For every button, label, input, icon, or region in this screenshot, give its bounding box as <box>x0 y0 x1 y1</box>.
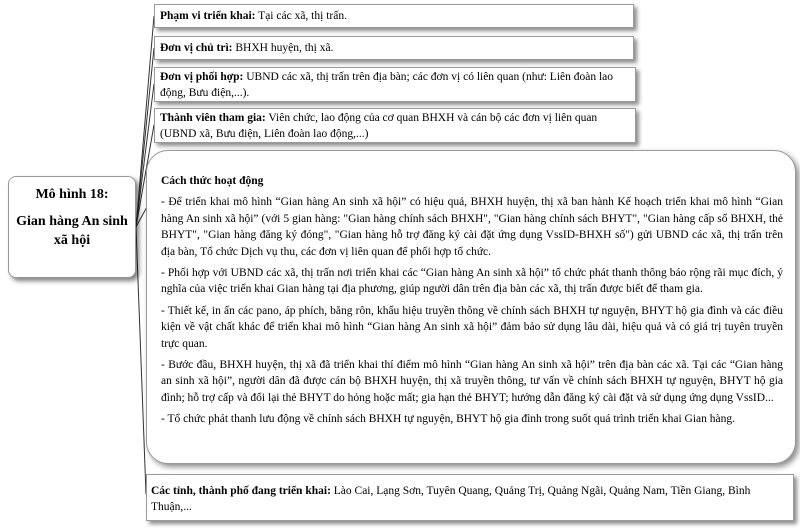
members-text: Viên chức, lao động của cơ quan BHXH và cán bộ các đơn vị liên quan (UBND xã, Bưu điện, Liên đoàn lao động,...) <box>160 112 598 140</box>
method-heading: Cách thức hoạt động <box>161 175 264 187</box>
method-paragraph: - Bước đầu, BHXH huyện, thị xã đã triển khai thí điểm mô hình “Gian hàng An sinh xã hội” trên địa bàn các xã. Tại các “Gian hàng an sinh xã hội”, người dân đã được cán bộ BHXH huyện, thị xã truyền thông, tư vấn về chính sách BHXH tự nguyện, BHYT hộ gia đình; hỗ trợ cấp và đổi lại thẻ BHYT do hỏng hoặc mất; gia hạn thẻ BHYT; hướng dẫn đăng ký cài đặt và sử dụng ứng dụng VssID... <box>161 359 783 404</box>
scope-text: Tại các xã, thị trấn. <box>255 10 347 22</box>
host-text: BHXH huyện, thị xã. <box>232 42 334 54</box>
provinces-box <box>146 474 794 521</box>
partner-label: Đơn vị phối hợp: <box>160 71 244 83</box>
members-box <box>154 108 636 143</box>
method-paragraph: - Tổ chức phát thanh lưu động về chính sách BHXH tự nguyện, BHYT hộ gia đình trong suốt quá trình triển khai Gian hàng. <box>161 413 736 426</box>
partner-box <box>154 67 636 102</box>
central-node <box>8 176 136 278</box>
method-paragraph: - Thiết kế, in ấn các pano, áp phích, băng rôn, khẩu hiệu truyền thông về chính sách BHXH tự nguyện, BHYT hộ gia đình và các điều kiện về vật chất khác để triển khai mô hình “Gian hàng An sinh xã hội” đảm bảo sử dụng lâu dài, hiệu quả và có giá trị tuyên truyền trực quan. <box>161 304 783 350</box>
connector-line-provinces <box>136 227 146 494</box>
scope-box <box>154 4 634 28</box>
method-paragraph: - Phối hợp với UBND các xã, thị trấn nơi triển khai các “Gian hàng An sinh xã hội” tổ chức phát thanh thông báo rộng rãi mục đích, ý nghĩa của việc triển khai Gian hàng tại địa phương, giúp người dân trên địa bàn các xã, thị trấn được biết để tham gia. <box>161 267 783 296</box>
model-number: Mô hình 18: <box>35 187 109 202</box>
partner-text: UBND các xã, thị trấn trên địa bàn; các đơn vị có liên quan (như: Liên đoàn lao động, Bưu điện,...). <box>160 71 614 99</box>
scope-label: Phạm vi triển khai: <box>160 10 256 22</box>
provinces-label: Các tỉnh, thành phố đang triển khai: <box>151 485 331 497</box>
host-label: Đơn vị chủ trì: <box>160 42 233 54</box>
method-paragraph: - Để triển khai mô hình “Gian hàng An sinh xã hội” có hiệu quả, BHXH huyện, thị xã ban hành Kế hoạch triển khai mô hình “Gian hàng An sinh xã hội” (với 5 gian hàng: "Gian hàng chính sách BHXH", "Gian hàng chính sách BHYT", "Gian hàng cấp sổ BHXH, thẻ BHYT", "Gian hàng đăng ký đóng", "Gian hàng hỗ trợ đăng ký cài đặt ứng dụng VssID-BHXH số") gửi UBND các xã, thị trấn trên địa bàn, Tổ chức Dịch vụ thu, các đơn vị liên quan để phối hợp tổ chức. <box>161 196 783 258</box>
host-box <box>154 36 634 60</box>
method-box <box>146 150 796 464</box>
provinces-text: Lào Cai, Lạng Sơn, Tuyên Quang, Quảng Trị, Quảng Ngãi, Quảng Nam, Tiền Giang, Bình Thuận,... <box>151 485 751 513</box>
model-title: Gian hàng An sinh xã hội <box>16 214 128 248</box>
members-label: Thành viên tham gia: <box>160 112 266 124</box>
